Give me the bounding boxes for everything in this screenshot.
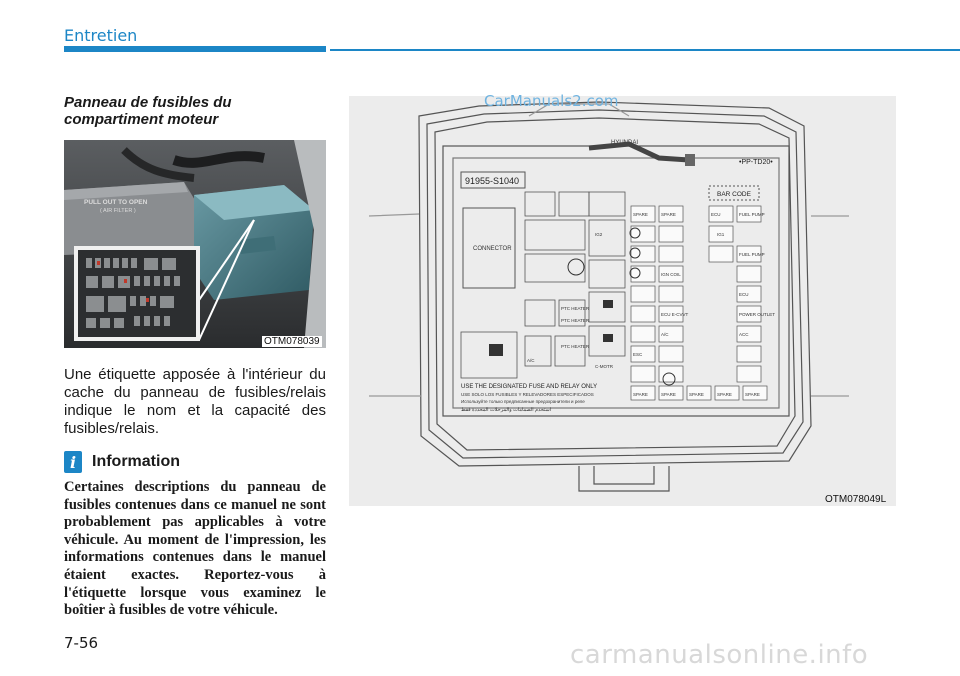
page-number: 7-56: [64, 634, 99, 652]
warning-ar: استخدم الصمامات والمرحلات المحددة فقط: [461, 407, 552, 413]
info-paragraph: Certaines descriptions du panneau de fusibles contenues dans ce manuel ne sont probablement pas applicables à votre véhicule. Au moment de l'impression, les informations contenues dans le manuel étaient exactes. Reportez-vous à l'étiquette lorsque vous examinez le boîtier à fusibles de votre véhicule.: [64, 479, 326, 619]
fuse-label-23: A/C: [527, 358, 535, 363]
body-paragraph: Une étiquette apposée à l'intérieur du cache du panneau de fusibles/relais indique le nom et la capacité des fusibles/relais.: [64, 366, 326, 437]
fuse-box-drawing: [349, 96, 896, 506]
fuse-label-6: IGN COIL: [661, 272, 681, 277]
warning-en: USE THE DESIGNATED FUSE AND RELAY ONLY: [461, 384, 598, 390]
fuse-label-14: PTC HEATER: [561, 344, 590, 349]
fuse-label-8: ECU E-CVVT: [661, 312, 689, 317]
photo-code: OTM078039: [264, 336, 320, 347]
watermark-bottom: carmanualsonline.info: [570, 640, 869, 670]
pp-label: •PP-TD20•: [739, 159, 773, 166]
fuse-label-20: ESC: [633, 352, 643, 357]
fuse-label-7: ECU: [739, 292, 749, 297]
header-bar-thick: [64, 46, 326, 52]
section-title: Panneau de fusibles du compartiment moteur: [64, 94, 232, 128]
section-header: Entretien: [64, 26, 138, 45]
fuse-label-17: SPARE: [689, 392, 704, 397]
brand-text: HYUNDAI: [611, 140, 639, 146]
fuse-label-21: IG1: [717, 232, 725, 237]
info-title: Information: [92, 453, 180, 470]
fuse-label-9: POWER OUTLET: [739, 312, 776, 317]
fuse-label-18: SPARE: [717, 392, 732, 397]
fuse-label-10: A/C: [661, 332, 669, 337]
info-header: [64, 451, 180, 473]
fuse-label-16: SPARE: [661, 392, 676, 397]
fuse-label-12: PTC HEATER: [561, 306, 590, 311]
fuse-label-5: FUEL PUMP: [739, 252, 765, 257]
part-number: 91955-S1040: [465, 176, 520, 186]
fuse-label-22: IG2: [595, 232, 603, 237]
fuse-label-13: PTC HEATER: [561, 318, 590, 323]
filter-label-1: PULL OUT TO OPEN: [84, 199, 148, 206]
warning-es: USE SOLO LOS FUSIBLES Y RELEVADORES ESPECIFICADOS: [461, 392, 594, 397]
engine-bay-illustration: [64, 140, 326, 348]
bar-code-label: BAR CODE: [717, 191, 751, 198]
info-icon: i: [64, 451, 82, 473]
fuse-label-4: FUEL PUMP: [739, 212, 765, 217]
fuse-label-24: C-MOTR: [595, 364, 613, 369]
diagram-code: OTM078049L: [825, 494, 887, 505]
watermark-top: CarManuals2.com: [484, 92, 619, 110]
connector-label: CONNECTOR: [473, 246, 512, 252]
fuse-label-15: SPARE: [633, 392, 648, 397]
fuse-label-11: ACC: [739, 332, 749, 337]
warning-ru: Используйте только предписанные предохранители и реле: [461, 399, 585, 404]
fuse-label-3: ECU: [711, 212, 721, 217]
fuse-label-1: SPARE: [633, 212, 648, 217]
fuse-box-diagram: [349, 96, 896, 506]
engine-bay-photo: [64, 140, 326, 348]
fuse-label-2: SPARE: [661, 212, 676, 217]
filter-label-2: ( AIR FILTER ): [100, 208, 136, 214]
header-bar-thin: [330, 49, 960, 51]
fuse-label-19: SPARE: [745, 392, 760, 397]
